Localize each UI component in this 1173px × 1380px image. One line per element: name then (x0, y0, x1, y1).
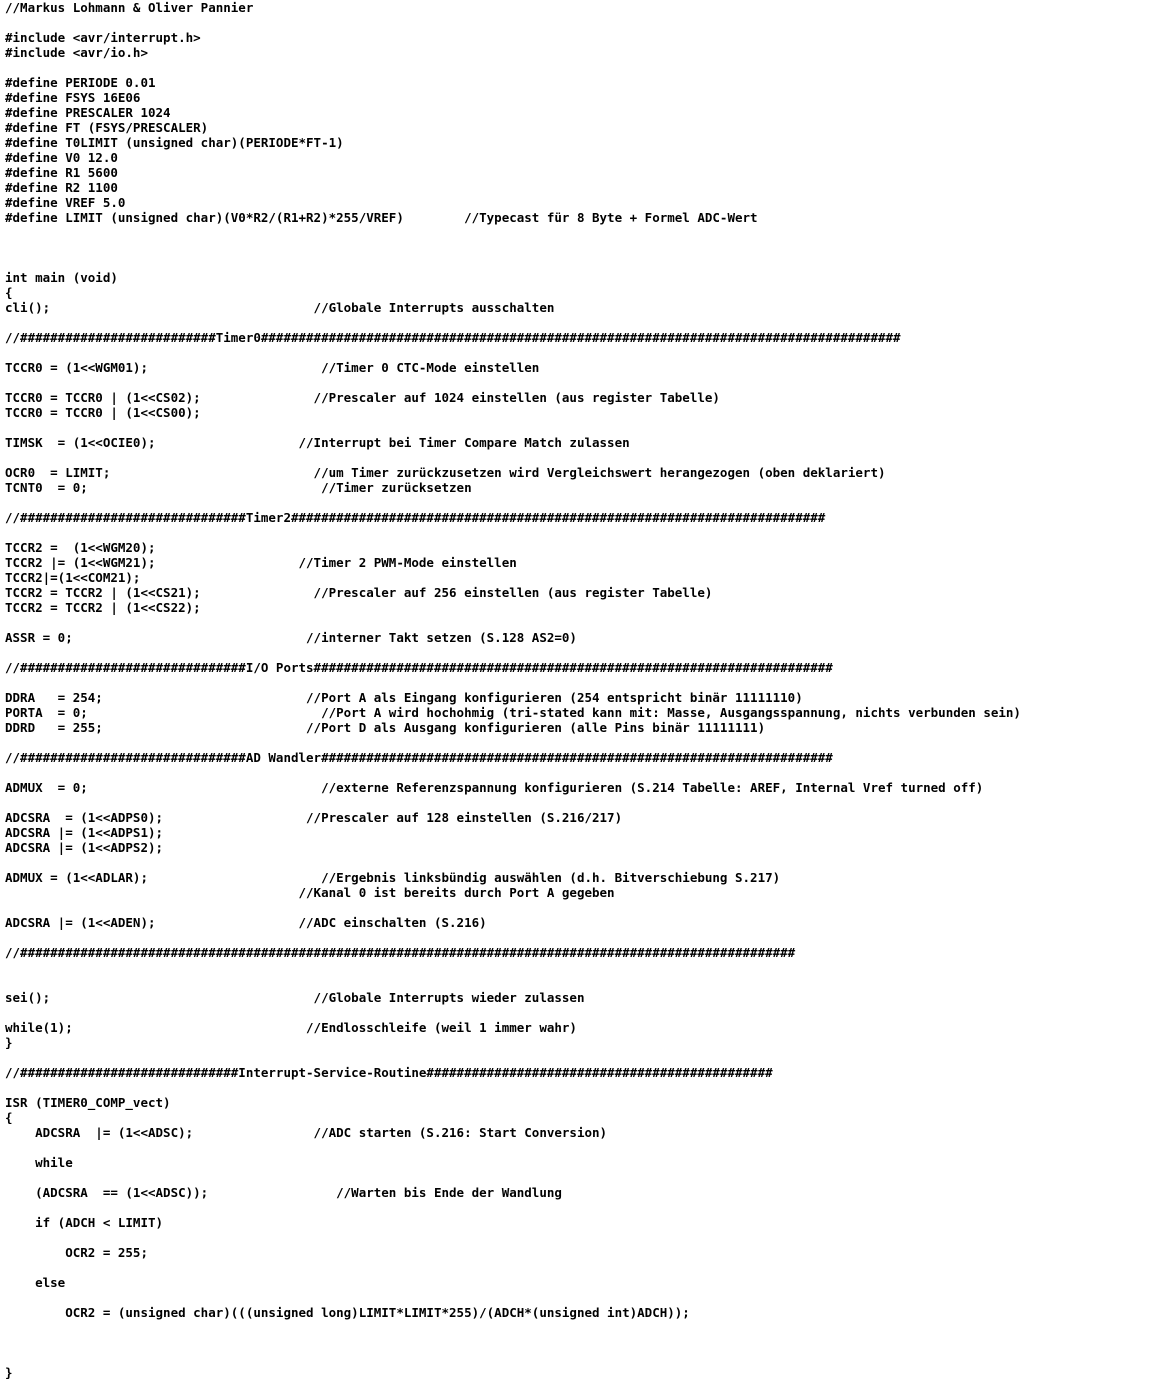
code-line: ADCSRA = (1<<ADPS0); //Prescaler auf 128 einstellen (S.216/217) (5, 810, 623, 825)
code-line: #define LIMIT (unsigned char)(V0*R2/(R1+R2)*255/VREF) //Typecast für 8 Byte + Formel ADC-Wert (5, 210, 758, 225)
code-line: //Kanal 0 ist bereits durch Port A gegeben (5, 885, 615, 900)
code-line (5, 15, 1021, 30)
code-listing (5, 0, 1021, 1380)
code-line (5, 795, 1021, 810)
code-line: ADMUX = 0; //externe Referenzspannung konfigurieren (S.214 Tabelle: AREF, Internal Vref turned off) (5, 780, 984, 795)
code-line (5, 735, 1021, 750)
code-line: //##############################AD Wandler#################################################################### (5, 750, 833, 765)
code-line: TCCR2 = TCCR2 | (1<<CS21); //Prescaler auf 256 einstellen (aus register Tabelle) (5, 585, 713, 600)
code-line: #define R2 1100 (5, 180, 118, 195)
code-line: ASSR = 0; //interner Takt setzen (S.128 AS2=0) (5, 630, 577, 645)
code-line: #define VREF 5.0 (5, 195, 126, 210)
code-line: #define FT (FSYS/PRESCALER) (5, 120, 209, 135)
code-line (5, 960, 1021, 975)
code-line: TCNT0 = 0; //Timer zurücksetzen (5, 480, 472, 495)
code-line (5, 1260, 1021, 1275)
code-line: TCCR2|=(1<<COM21); (5, 570, 141, 585)
code-line: int main (void) (5, 270, 118, 285)
code-line (5, 1320, 1021, 1335)
code-line: while (5, 1155, 73, 1170)
code-line (5, 225, 1021, 240)
code-line: ADCSRA |= (1<<ADPS1); (5, 825, 164, 840)
code-line (5, 240, 1021, 255)
code-line: #define T0LIMIT (unsigned char)(PERIODE*FT-1) (5, 135, 344, 150)
code-line (5, 525, 1021, 540)
code-line: { (5, 285, 13, 300)
code-line (5, 930, 1021, 945)
code-line: PORTA = 0; //Port A wird hochohmig (tri-stated kann mit: Masse, Ausgangsspannung, nichts verbunden sein) (5, 705, 1021, 720)
code-line: TCCR2 = (1<<WGM20); (5, 540, 156, 555)
code-line: ADMUX = (1<<ADLAR); //Ergebnis linksbündig auswählen (d.h. Bitverschiebung S.217) (5, 870, 781, 885)
code-line: ADCSRA |= (1<<ADEN); //ADC einschalten (S.216) (5, 915, 487, 930)
code-line: DDRA = 254; //Port A als Eingang konfigurieren (254 entspricht binär 11111110) (5, 690, 803, 705)
code-line (5, 615, 1021, 630)
code-line: TCCR0 = TCCR0 | (1<<CS02); //Prescaler auf 1024 einstellen (aus register Tabelle) (5, 390, 720, 405)
code-line (5, 675, 1021, 690)
code-line: #define V0 12.0 (5, 150, 118, 165)
code-line (5, 495, 1021, 510)
code-line (5, 450, 1021, 465)
code-line (5, 60, 1021, 75)
code-line (5, 645, 1021, 660)
code-line (5, 900, 1021, 915)
code-line: (ADCSRA == (1<<ADSC)); //Warten bis Ende der Wandlung (5, 1185, 562, 1200)
code-line: else (5, 1275, 66, 1290)
code-line (5, 1230, 1021, 1245)
code-line: TCCR0 = TCCR0 | (1<<CS00); (5, 405, 201, 420)
code-line: //##############################Timer2####################################################################### (5, 510, 826, 525)
code-line: sei(); //Globale Interrupts wieder zulassen (5, 990, 585, 1005)
code-line: } (5, 1365, 13, 1380)
code-line: TCCR2 = TCCR2 | (1<<CS22); (5, 600, 201, 615)
code-line: //##########################Timer0##################################################################################### (5, 330, 901, 345)
code-line (5, 375, 1021, 390)
code-line: #define R1 5600 (5, 165, 118, 180)
code-line (5, 1200, 1021, 1215)
code-line: #include <avr/io.h> (5, 45, 148, 60)
code-line: } (5, 1035, 13, 1050)
code-line (5, 1335, 1021, 1350)
code-line (5, 1350, 1021, 1365)
code-line: OCR0 = LIMIT; //um Timer zurückzusetzen wird Vergleichswert herangezogen (oben deklariert) (5, 465, 886, 480)
code-line: ADCSRA |= (1<<ADSC); //ADC starten (S.216: Start Conversion) (5, 1125, 608, 1140)
code-line: //##############################I/O Ports##################################################################### (5, 660, 833, 675)
code-line: #define FSYS 16E06 (5, 90, 141, 105)
code-line (5, 975, 1021, 990)
code-line (5, 765, 1021, 780)
code-line: //#############################Interrupt-Service-Routine############################################## (5, 1065, 773, 1080)
code-line (5, 1080, 1021, 1095)
code-line: if (ADCH < LIMIT) (5, 1215, 164, 1230)
code-line: OCR2 = (unsigned char)(((unsigned long)LIMIT*LIMIT*255)/(ADCH*(unsigned int)ADCH)); (5, 1305, 690, 1320)
code-line (5, 855, 1021, 870)
code-line (5, 345, 1021, 360)
code-line: OCR2 = 255; (5, 1245, 148, 1260)
code-line: //Markus Lohmann & Oliver Pannier (5, 0, 254, 15)
code-line (5, 420, 1021, 435)
code-line (5, 1050, 1021, 1065)
code-line (5, 1140, 1021, 1155)
code-line: #define PRESCALER 1024 (5, 105, 171, 120)
code-line (5, 255, 1021, 270)
code-line (5, 1005, 1021, 1020)
code-line: DDRD = 255; //Port D als Ausgang konfigurieren (alle Pins binär 11111111) (5, 720, 766, 735)
code-line: #include <avr/interrupt.h> (5, 30, 201, 45)
code-line: TCCR2 |= (1<<WGM21); //Timer 2 PWM-Mode einstellen (5, 555, 517, 570)
code-line: ISR (TIMER0_COMP_vect) (5, 1095, 171, 1110)
code-line: TIMSK = (1<<OCIE0); //Interrupt bei Timer Compare Match zulassen (5, 435, 630, 450)
code-line (5, 1290, 1021, 1305)
code-line: //####################################################################################################### (5, 945, 796, 960)
code-line: { (5, 1110, 13, 1125)
code-line: while(1); //Endlosschleife (weil 1 immer wahr) (5, 1020, 577, 1035)
code-line: TCCR0 = (1<<WGM01); //Timer 0 CTC-Mode einstellen (5, 360, 540, 375)
code-line: #define PERIODE 0.01 (5, 75, 156, 90)
code-line: cli(); //Globale Interrupts ausschalten (5, 300, 555, 315)
code-line (5, 315, 1021, 330)
code-line: ADCSRA |= (1<<ADPS2); (5, 840, 164, 855)
code-line (5, 1170, 1021, 1185)
